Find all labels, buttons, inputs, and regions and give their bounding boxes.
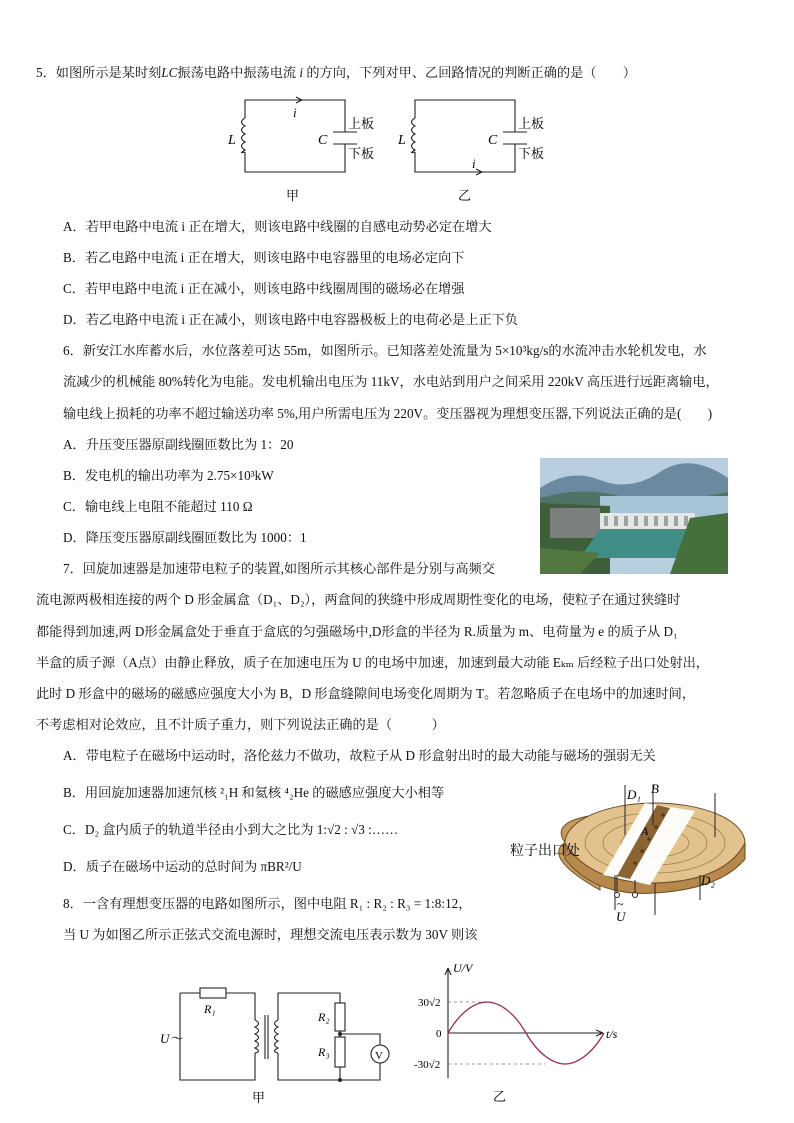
- x-axis-label: t/s: [606, 1027, 618, 1041]
- voltage-label: U: [616, 909, 626, 924]
- figure-label-yi: 乙: [493, 1089, 507, 1104]
- q7-stem-line2: 流电源两极相连接的两个 D 形金属盒（D₁、D₂），两盒间的狭缝中形成周期性变化的电场，使粒子在通过狭缝时: [36, 592, 681, 607]
- q6-stem-line2: 流减少的机械能 80%转化为电能。发电机输出电压为 11kV，水电站到用户之间采用 220kV 高压进行远距离输电，: [63, 374, 719, 389]
- b-field-label: B: [651, 781, 659, 796]
- r1-label: R₁: [204, 1002, 216, 1016]
- q8-stem-line2: 当 U 为如图乙所示正弦式交流电源时，理想交流电压表示数为 30V 则该: [63, 927, 478, 942]
- circuit-jia: [242, 97, 358, 172]
- r2-label: R₂: [318, 1010, 330, 1024]
- figure-label-jia: 甲: [286, 188, 300, 203]
- svg-text:上板: 上板: [518, 116, 545, 131]
- capacitor-label: C: [318, 133, 328, 148]
- figure-label-yi: 乙: [458, 188, 472, 203]
- q5-stem: 5．如图所示是某时刻LC振荡电路中振荡电流 i 的方向，下列对甲、乙回路情况的判断正确的是（ ）: [36, 65, 637, 80]
- d1-label: D₁: [627, 787, 641, 802]
- q5-lc-circuit-figure: [220, 90, 560, 210]
- q6-option-d: D．降压变压器原副线圈匝数比为 1000：1: [63, 530, 307, 545]
- cyclotron-figure: [505, 775, 745, 925]
- q5-option-b: B．若乙电路中电流 i 正在增大，则该电路中电容器里的电场必定向下: [63, 250, 465, 265]
- q7-stem-line3: 都能得到加速,两 D形金属盒处于垂直于盒底的匀强磁场中,D形盒的半径为 R.质量为 m、电荷量为 e 的质子从 D₁: [36, 624, 678, 639]
- svg-text:下板: 下板: [518, 146, 545, 161]
- current-label: i: [293, 105, 297, 120]
- q7-option-a: A．带电粒子在磁场中运动时，洛伦兹力不做功，故粒子从 D 形盒射出时的最大动能与磁场的强弱无关: [63, 748, 656, 763]
- q7-stem-line6: 不考虑相对论效应，且不计质子重力，则下列说法正确的是（ ）: [36, 717, 445, 732]
- y-axis-label: U/V: [453, 961, 473, 975]
- y-tick-zero: 0: [436, 1028, 442, 1040]
- bottom-plate-label: 下板: [348, 146, 375, 161]
- svg-text:i: i: [472, 156, 476, 171]
- exit-label: 粒子出口处: [510, 844, 580, 859]
- d2-label: D₂: [701, 873, 715, 888]
- q6-stem-line3: 输电线上损耗的功率不超过输送功率 5%,用户所需电压为 220V。变压器视为理想变压器,下列说法正确的是( ): [63, 406, 713, 421]
- q5-option-a: A．若甲电路中电流 i 正在增大，则该电路中线圈的自感电动势必定在增大: [63, 219, 492, 234]
- source-label: U～: [160, 1031, 183, 1046]
- r3-label: R₃: [318, 1045, 330, 1059]
- ac-symbol-icon: ~: [617, 897, 624, 911]
- sine-wave-graph: [414, 960, 618, 1105]
- y-tick-negative: -30√2: [414, 1059, 441, 1071]
- q6-option-b: B．发电机的输出功率为 2.75×10³kW: [63, 468, 274, 483]
- figure-label-jia: 甲: [252, 1090, 266, 1105]
- source-a-label: A: [641, 824, 649, 838]
- transformer-circuit-figure: [160, 975, 395, 1105]
- q5-option-c: C．若甲电路中电流 i 正在减小，则该电路中线圈周围的磁场必在增强: [63, 281, 465, 296]
- dam-photo: [540, 458, 728, 574]
- q7-option-c: C．D₂ 盒内质子的轨道半径由小到大之比为 1:√2 : √3 :……: [63, 822, 399, 837]
- circuit-yi: [412, 100, 528, 175]
- y-tick-positive: 30√2: [418, 997, 441, 1009]
- q5-option-d: D．若乙电路中电流 i 正在减小，则该电路中电容器极板上的电荷必是上正下负: [63, 312, 518, 327]
- inductor-label: L: [228, 133, 236, 148]
- q7-stem-line4: 半盒的质子源（A点）由静止释放，质子在加速电压为 U 的电场中加速，加速到最大动能 Eₖₘ 后经粒子出口处射出，: [36, 655, 709, 670]
- q6-option-a: A．升压变压器原副线圈匝数比为 1：20: [63, 437, 294, 452]
- q7-option-d: D．质子在磁场中运动的总时间为 πBR²/U: [63, 859, 302, 874]
- svg-text:C: C: [488, 133, 498, 148]
- q8-stem-line1: 8．一含有理想变压器的电路如图所示，图中电阻 R₁ : R₂ : R₃ = 1:8:12，: [63, 896, 472, 911]
- q7-option-b: B．用回旋加速器加速氘核 ²₁H 和氦核 ⁴₂He 的磁感应强度大小相等: [63, 785, 445, 800]
- q7-stem-line5: 此时 D 形盒中的磁场的磁感应强度大小为 B，D 形盒缝隙间电场变化周期为 T。若忽略质子在电场中的加速时间，: [36, 686, 696, 701]
- q7-stem-line1: 7．回旋加速器是加速带电粒子的装置,如图所示其核心部件是分别与高频交: [63, 561, 495, 576]
- top-plate-label: 上板: [348, 116, 375, 131]
- svg-text:L: L: [398, 133, 406, 148]
- q6-option-c: C．输电线上电阻不能超过 110 Ω: [63, 499, 253, 514]
- voltmeter-icon: V: [375, 1050, 383, 1062]
- q6-stem-line1: 6．新安江水库蓄水后，水位落差可达 55m，如图所示。已知落差处流量为 5×10³kg/s的水流冲击水轮机发电，水: [63, 343, 707, 358]
